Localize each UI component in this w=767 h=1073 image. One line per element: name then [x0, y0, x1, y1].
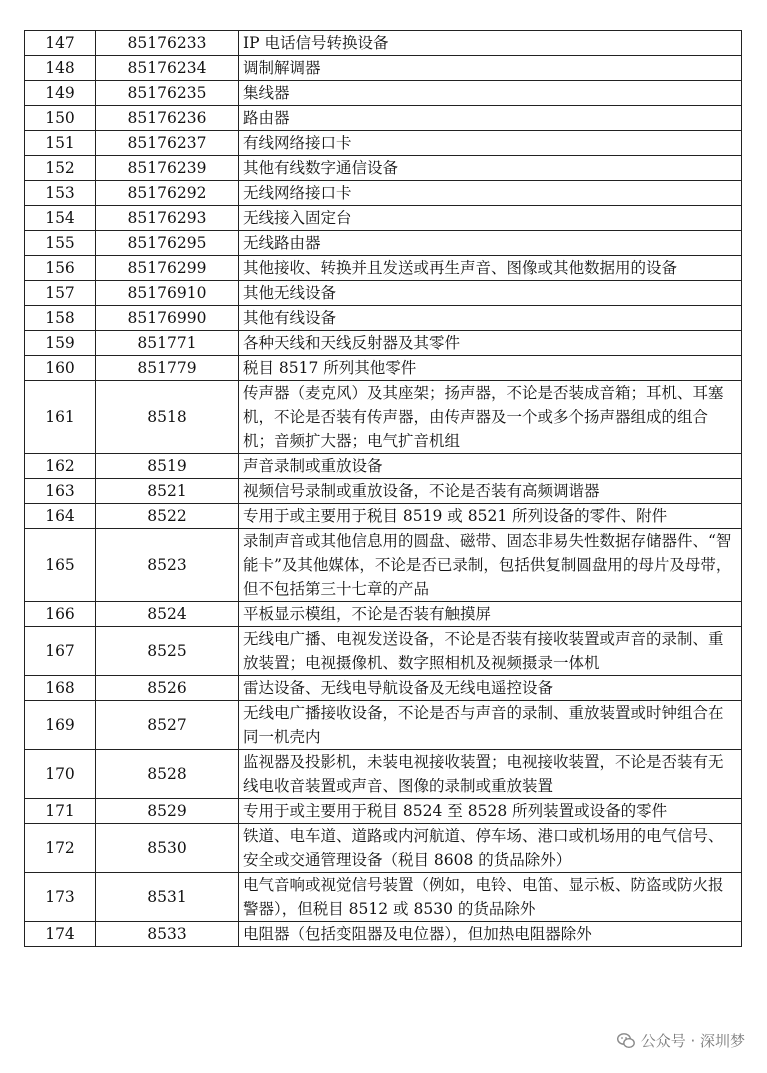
item-description: 专用于或主要用于税目 8524 至 8528 所列装置或设备的零件 — [239, 799, 742, 824]
item-description: 其他无线设备 — [239, 281, 742, 306]
tariff-code: 8525 — [96, 627, 239, 676]
table-row — [25, 331, 742, 356]
tariff-code: 8533 — [96, 922, 239, 947]
item-description: 专用于或主要用于税目 8519 或 8521 所列设备的零件、附件 — [239, 504, 742, 529]
row-number: 174 — [25, 922, 96, 947]
item-description: 平板显示模组，不论是否装有触摸屏 — [239, 602, 742, 627]
tariff-code: 85176292 — [96, 181, 239, 206]
tariff-code: 8523 — [96, 529, 239, 602]
item-description: 传声器（麦克风）及其座架；扬声器，不论是否装成音箱；耳机、耳塞机，不论是否装有传声器，由传声器及一个或多个扬声器组成的组合机；音频扩大器；电气扩音机组 — [239, 381, 742, 454]
table-body — [25, 31, 742, 947]
row-number: 158 — [25, 306, 96, 331]
tariff-code: 8531 — [96, 873, 239, 922]
item-description: 录制声音或其他信息用的圆盘、磁带、固态非易失性数据存储器件、“智能卡”及其他媒体，不论是否已录制，包括供复制圆盘用的母片及母带，但不包括第三十七章的产品 — [239, 529, 742, 602]
table-row — [25, 281, 742, 306]
item-description: 调制解调器 — [239, 56, 742, 81]
row-number: 166 — [25, 602, 96, 627]
table-row — [25, 701, 742, 750]
row-number: 164 — [25, 504, 96, 529]
item-description: 铁道、电车道、道路或内河航道、停车场、港口或机场用的电气信号、安全或交通管理设备（税目 8608 的货品除外） — [239, 824, 742, 873]
row-number: 149 — [25, 81, 96, 106]
table-row — [25, 306, 742, 331]
row-number: 159 — [25, 331, 96, 356]
table-row — [25, 256, 742, 281]
tariff-code: 8528 — [96, 750, 239, 799]
item-description: 其他有线数字通信设备 — [239, 156, 742, 181]
item-description: 监视器及投影机，未装电视接收装置；电视接收装置，不论是否装有无线电收音装置或声音、图像的录制或重放装置 — [239, 750, 742, 799]
row-number: 163 — [25, 479, 96, 504]
item-description: 其他有线设备 — [239, 306, 742, 331]
item-description: 各种天线和天线反射器及其零件 — [239, 331, 742, 356]
tariff-code: 8518 — [96, 381, 239, 454]
tariff-code: 851771 — [96, 331, 239, 356]
tariff-code: 85176293 — [96, 206, 239, 231]
row-number: 152 — [25, 156, 96, 181]
item-description: 路由器 — [239, 106, 742, 131]
tariff-code: 8530 — [96, 824, 239, 873]
row-number: 161 — [25, 381, 96, 454]
row-number: 162 — [25, 454, 96, 479]
row-number: 172 — [25, 824, 96, 873]
tariff-code: 851779 — [96, 356, 239, 381]
tariff-code: 8521 — [96, 479, 239, 504]
item-description: 无线电广播、电视发送设备，不论是否装有接收装置或声音的录制、重放装置；电视摄像机、数字照相机及视频摄录一体机 — [239, 627, 742, 676]
tariff-code: 85176299 — [96, 256, 239, 281]
item-description: 有线网络接口卡 — [239, 131, 742, 156]
table-row — [25, 922, 742, 947]
item-description: 其他接收、转换并且发送或再生声音、图像或其他数据用的设备 — [239, 256, 742, 281]
row-number: 171 — [25, 799, 96, 824]
table-row — [25, 131, 742, 156]
table-row — [25, 206, 742, 231]
tariff-code: 85176235 — [96, 81, 239, 106]
row-number: 165 — [25, 529, 96, 602]
item-description: 电阻器（包括变阻器及电位器），但加热电阻器除外 — [239, 922, 742, 947]
row-number: 167 — [25, 627, 96, 676]
row-number: 148 — [25, 56, 96, 81]
table-row — [25, 799, 742, 824]
table-row — [25, 181, 742, 206]
table-row — [25, 81, 742, 106]
table-row — [25, 504, 742, 529]
row-number: 168 — [25, 676, 96, 701]
row-number: 151 — [25, 131, 96, 156]
tariff-code: 85176990 — [96, 306, 239, 331]
tariff-code: 8526 — [96, 676, 239, 701]
table-row — [25, 156, 742, 181]
row-number: 155 — [25, 231, 96, 256]
row-number: 150 — [25, 106, 96, 131]
table-row — [25, 479, 742, 504]
wechat-icon — [617, 1033, 635, 1049]
tariff-code: 8519 — [96, 454, 239, 479]
table-row — [25, 106, 742, 131]
item-description: 声音录制或重放设备 — [239, 454, 742, 479]
item-description: 雷达设备、无线电导航设备及无线电遥控设备 — [239, 676, 742, 701]
watermark — [617, 1030, 745, 1051]
row-number: 169 — [25, 701, 96, 750]
item-description: 税目 8517 所列其他零件 — [239, 356, 742, 381]
table-row — [25, 356, 742, 381]
table-row — [25, 824, 742, 873]
item-description: 无线网络接口卡 — [239, 181, 742, 206]
tariff-code: 85176237 — [96, 131, 239, 156]
table-row — [25, 602, 742, 627]
row-number: 173 — [25, 873, 96, 922]
row-number: 147 — [25, 31, 96, 56]
table-row — [25, 676, 742, 701]
tariff-code: 8524 — [96, 602, 239, 627]
item-description: 无线路由器 — [239, 231, 742, 256]
tariff-code: 85176910 — [96, 281, 239, 306]
item-description: 无线接入固定台 — [239, 206, 742, 231]
table-row — [25, 627, 742, 676]
table-row — [25, 750, 742, 799]
table-row — [25, 31, 742, 56]
tariff-code: 8527 — [96, 701, 239, 750]
row-number: 153 — [25, 181, 96, 206]
item-description: 电气音响或视觉信号装置（例如，电铃、电笛、显示板、防盗或防火报警器），但税目 8512 或 8530 的货品除外 — [239, 873, 742, 922]
tariff-table — [24, 30, 742, 947]
row-number: 160 — [25, 356, 96, 381]
item-description: 视频信号录制或重放设备，不论是否装有高频调谐器 — [239, 479, 742, 504]
table-row — [25, 56, 742, 81]
tariff-code: 8522 — [96, 504, 239, 529]
table-row — [25, 231, 742, 256]
row-number: 156 — [25, 256, 96, 281]
tariff-code: 85176234 — [96, 56, 239, 81]
item-description: 无线电广播接收设备，不论是否与声音的录制、重放装置或时钟组合在同一机壳内 — [239, 701, 742, 750]
table-row — [25, 873, 742, 922]
tariff-code: 8529 — [96, 799, 239, 824]
tariff-code: 85176295 — [96, 231, 239, 256]
tariff-code: 85176236 — [96, 106, 239, 131]
table-row — [25, 381, 742, 454]
row-number: 154 — [25, 206, 96, 231]
watermark-text: 公众号 · 深圳梦 — [640, 1032, 745, 1050]
tariff-code: 85176239 — [96, 156, 239, 181]
table-row — [25, 529, 742, 602]
table-row — [25, 454, 742, 479]
item-description: IP 电话信号转换设备 — [239, 31, 742, 56]
row-number: 170 — [25, 750, 96, 799]
item-description: 集线器 — [239, 81, 742, 106]
tariff-code: 85176233 — [96, 31, 239, 56]
row-number: 157 — [25, 281, 96, 306]
